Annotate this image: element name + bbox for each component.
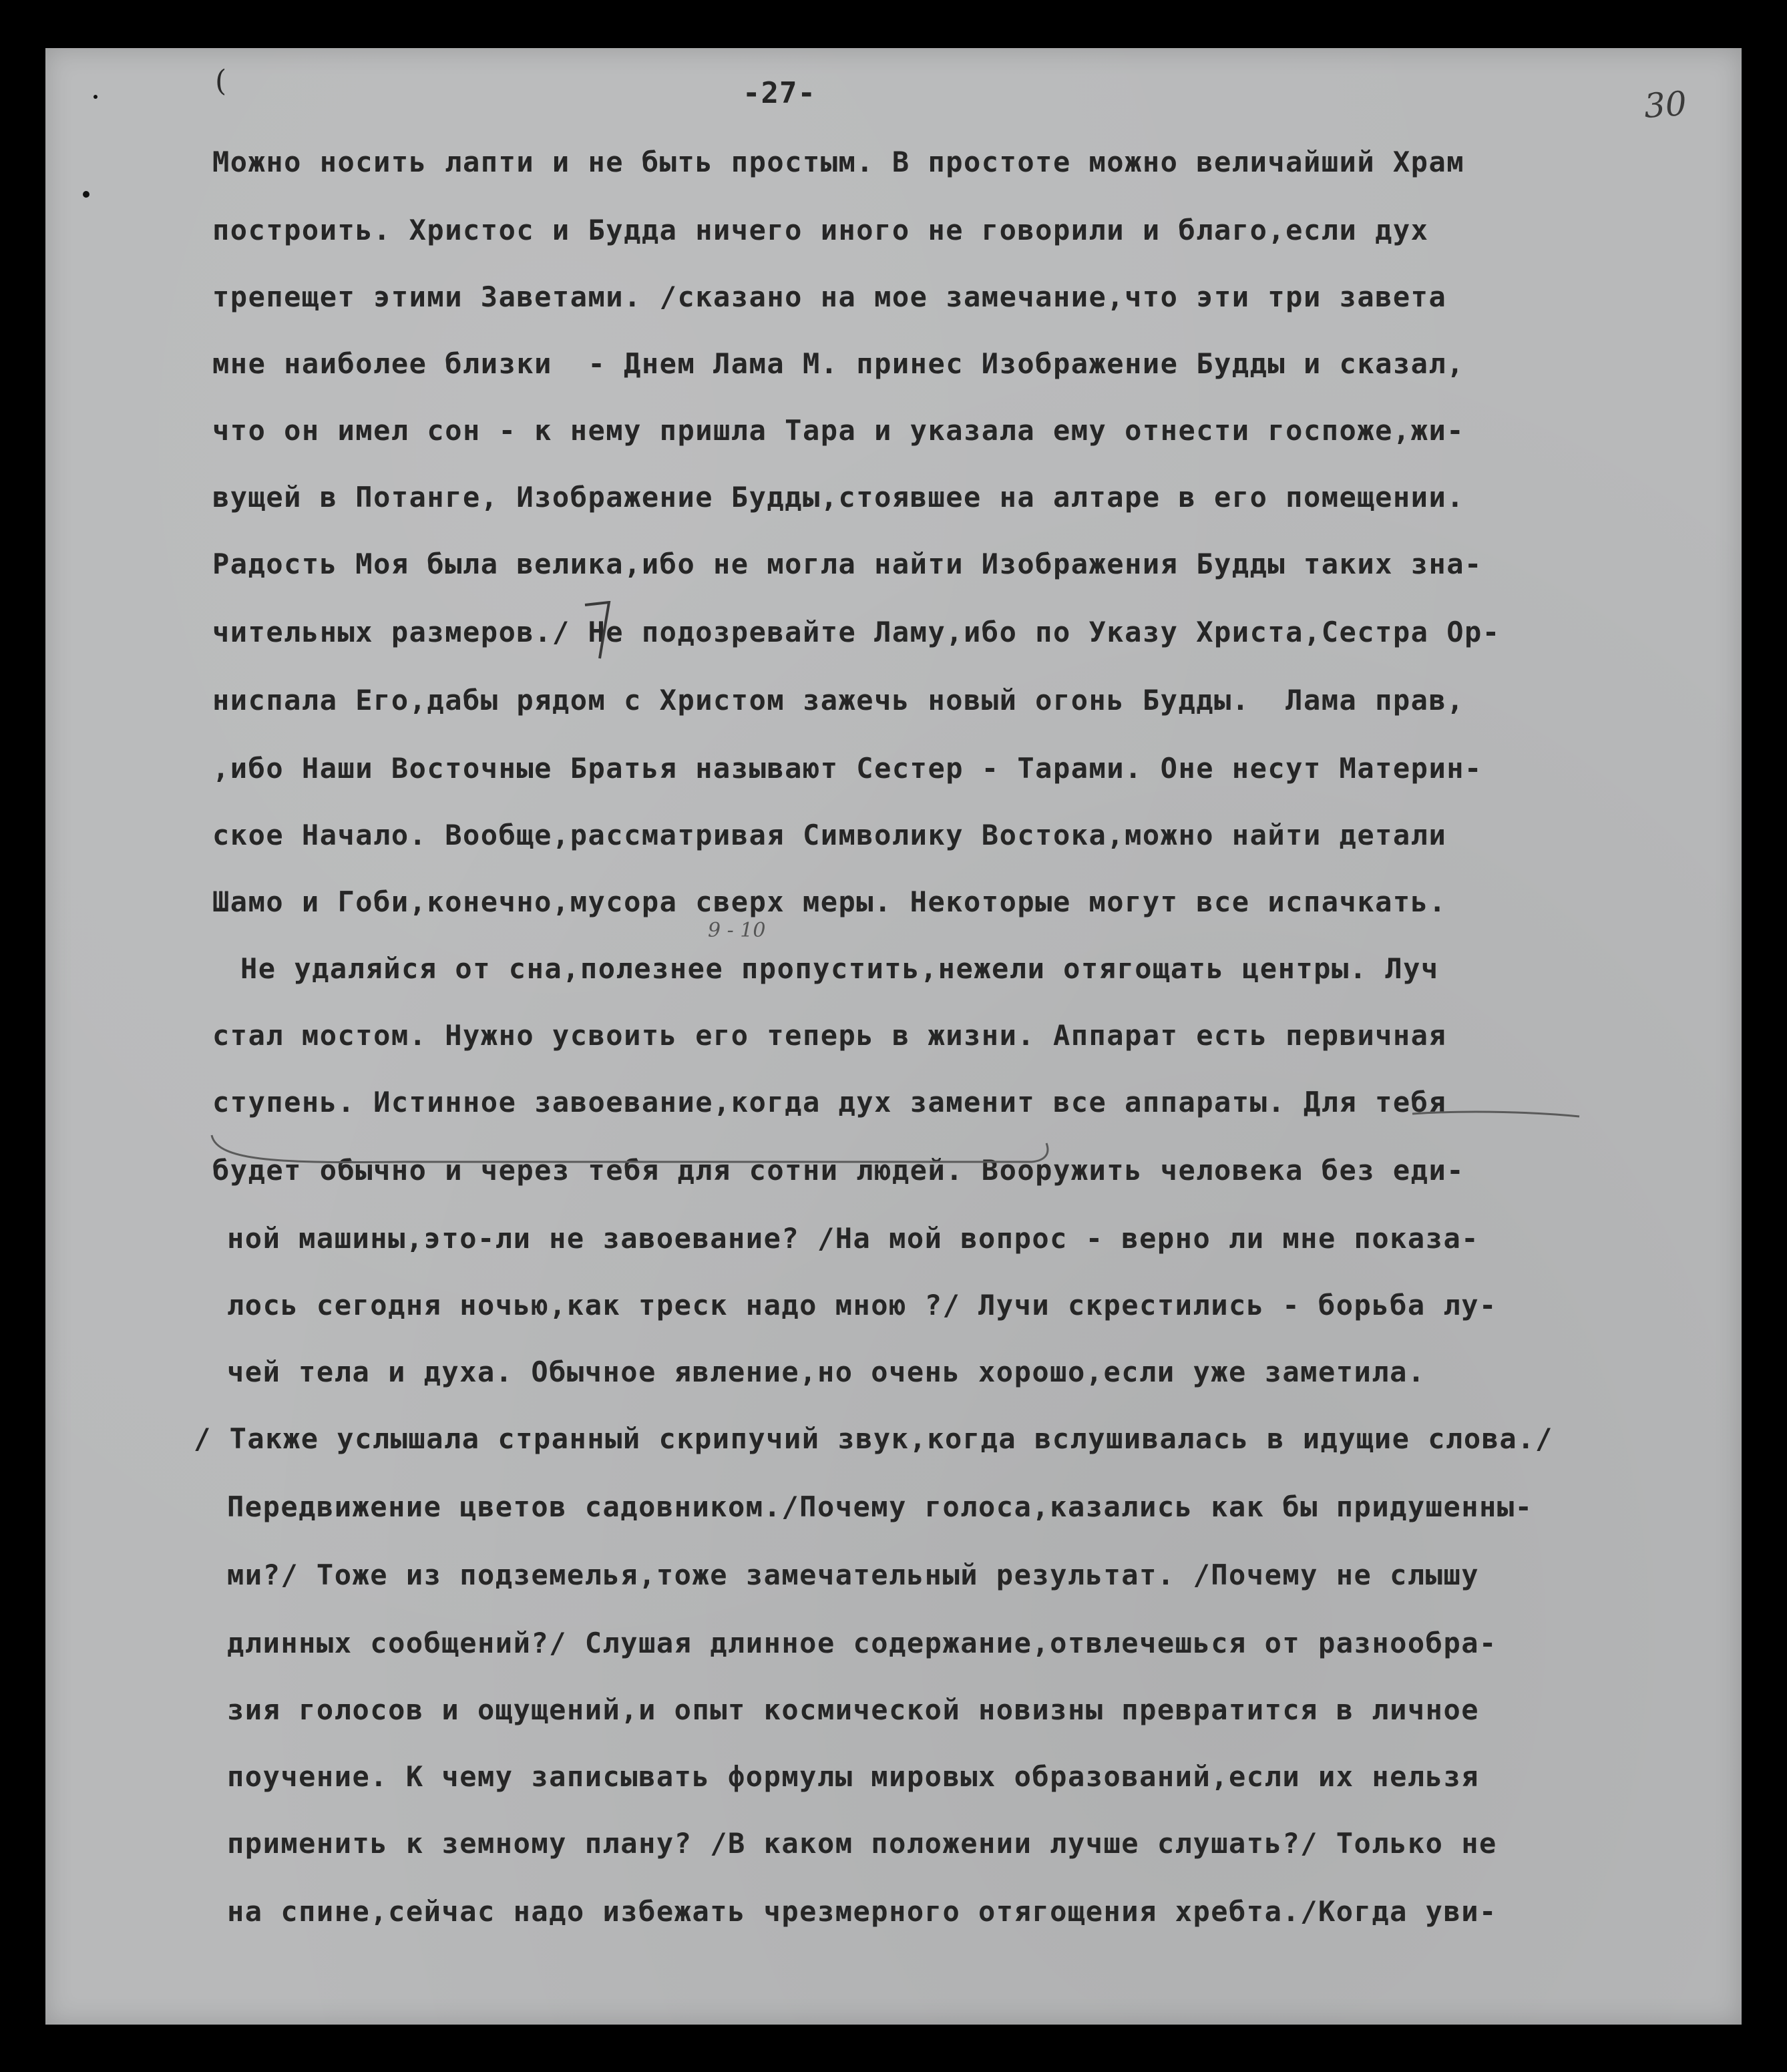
text-line: чей тела и духа. Обычное явление,но очень хорошо,если уже заметила. (227, 1356, 1426, 1388)
text-line: ниспала Его,дабы рядом с Христом зажечь новый огонь Будды. Лама прав, (212, 684, 1465, 716)
pencil-margin-note: 9 - 10 (708, 919, 766, 942)
text-line: применить к земному плану? /В каком положении лучше слушать?/ Только не (227, 1827, 1497, 1860)
opening-parenthesis-mark: ( (215, 64, 227, 98)
text-line: мне наиболее близки - Днем Лама М. принес Изображение Будды и сказал, (212, 347, 1465, 380)
text-line: длинных сообщений?/ Слушая длинное содержание,отвлечешься от разнообра- (227, 1627, 1497, 1659)
text-line: / Также услышала странный скрипучий звук,когда вслушивалась в идущие слова./ (194, 1422, 1553, 1455)
pencil-underline-mark (204, 1102, 1606, 1182)
text-line: трепещет этими Заветами. /сказано на мое замечание,что эти три завета (212, 280, 1447, 313)
text-line: будет обычно и через тебя для сотни людей. Вооружить человека без еди- (212, 1154, 1465, 1187)
text-line: стал мостом. Нужно усвоить его теперь в жизни. Аппарат есть первичная (212, 1019, 1447, 1052)
text-line: лось сегодня ночью,как треск надо мною ?/ Лучи скрестились - борьба лу- (227, 1289, 1497, 1321)
text-line: ной машины,это-ли не завоевание? /На мой вопрос - верно ли мне показа- (227, 1222, 1480, 1255)
text-line: зия голосов и ощущений,и опыт космической новизны превратится в личное (227, 1693, 1480, 1726)
text-line: Можно носить лапти и не быть простым. В простоте можно величайший Храм (212, 146, 1465, 178)
text-line: Радость Моя была велика,ибо не могла найти Изображения Будды таких зна- (212, 548, 1482, 580)
page-number: -27- (743, 76, 816, 110)
text-line: вущей в Потанге, Изображение Будды,стоявшее на алтаре в его помещении. (212, 481, 1465, 513)
text-line: построить. Христос и Будда ничего иного не говорили и благо,если дух (212, 214, 1429, 246)
text-line: что он имел сон - к нему пришла Тара и указала ему отнести госпоже,жи- (212, 414, 1465, 447)
text-line: чительных размеров./ Не подозревайте Ламу,ибо по Указу Христа,Сестра Ор- (212, 616, 1501, 648)
text-line: поучение. К чему записывать формулы мировых образований,если их нельзя (227, 1760, 1480, 1793)
text-line: Передвижение цветов садовником./Почему голоса,казались как бы придушенны- (227, 1490, 1533, 1523)
text-line: ,ибо Наши Восточные Братья называют Сестер - Тарами. Оне несут Материн- (212, 752, 1482, 785)
text-line: Не удаляйся от сна,полезнее пропустить,нежели отягощать центры. Луч (240, 952, 1439, 985)
text-line: ступень. Истинное завоевание,когда дух заменит все аппараты. Для тебя (212, 1086, 1447, 1118)
text-line: ми?/ Тоже из подземелья,тоже замечательный результат. /Почему не слышу (227, 1559, 1480, 1591)
text-line: на спине,сейчас надо избежать чрезмерного отягощения хребта./Когда уви- (227, 1895, 1497, 1928)
text-line: Шамо и Гоби,конечно,мусора сверх меры. Некоторые могут все испачкать. (212, 885, 1447, 918)
text-line: ское Начало. Вообще,рассматривая Символику Востока,можно найти детали (212, 819, 1447, 851)
pencil-bracket-mark (580, 601, 620, 661)
archive-page-number: 30 (1643, 83, 1688, 126)
